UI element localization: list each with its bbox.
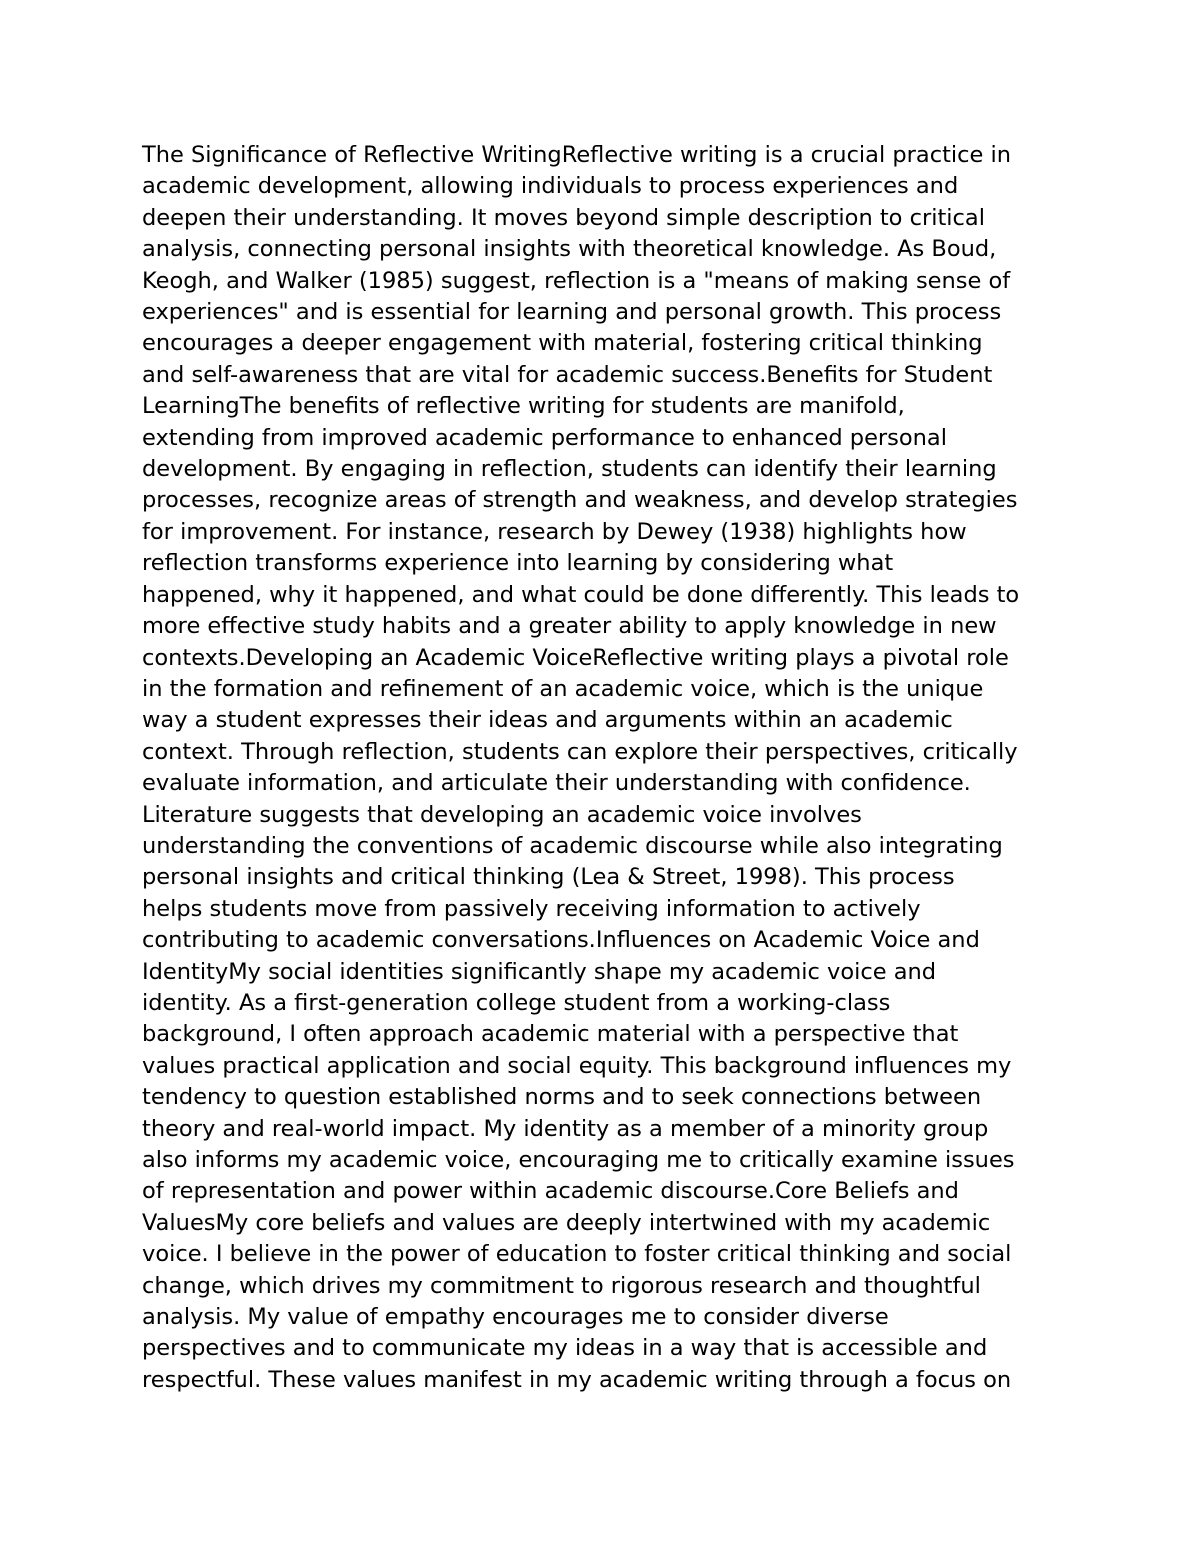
document-text-line: experiences" and is essential for learning and personal growth. This process <box>142 299 1002 326</box>
document-text-line: identity. As a first-generation college student from a working-class <box>142 989 891 1016</box>
document-text-line: happened, why it happened, and what could be done differently. This leads to <box>142 581 1020 608</box>
document-text-line: contributing to academic conversations.Influences on Academic Voice and <box>142 927 980 954</box>
document-text-line: extending from improved academic performance to enhanced personal <box>142 424 947 451</box>
document-text-line: way a student expresses their ideas and arguments within an academic <box>142 707 953 734</box>
document-text-line: reflection transforms experience into learning by considering what <box>142 550 894 577</box>
document-text-line: IdentityMy social identities significantly shape my academic voice and <box>142 958 937 985</box>
document-text-line: understanding the conventions of academic discourse while also integrating <box>142 832 1003 859</box>
document-text-line: tendency to question established norms and to seek connections between <box>142 1084 982 1111</box>
document-text-line: perspectives and to communicate my ideas in a way that is accessible and <box>142 1335 988 1362</box>
document-text-line: for improvement. For instance, research by Dewey (1938) highlights how <box>142 518 967 545</box>
document-text-line: of representation and power within academic discourse.Core Beliefs and <box>142 1178 959 1205</box>
document-text-line: background, I often approach academic material with a perspective that <box>142 1021 959 1048</box>
document-text-line: Keogh, and Walker (1985) suggest, reflection is a "means of making sense of <box>142 267 1011 294</box>
document-text-line: evaluate information, and articulate their understanding with confidence. <box>142 770 971 797</box>
document-text-line: academic development, allowing individuals to process experiences and <box>142 173 959 200</box>
document-body-text <box>142 140 1082 1396</box>
document-text-line: analysis. My value of empathy encourages me to consider diverse <box>142 1304 889 1331</box>
document-text-line: The Significance of Reflective WritingReflective writing is a crucial practice in <box>142 142 1012 168</box>
document-text-line: personal insights and critical thinking (Lea & Street, 1998). This process <box>142 864 955 891</box>
document-text-line: theory and real-world impact. My identity as a member of a minority group <box>142 1115 989 1142</box>
document-text-line: processes, recognize areas of strength and weakness, and develop strategies <box>142 487 1018 514</box>
document-text-line: LearningThe benefits of reflective writing for students are manifold, <box>142 393 905 420</box>
document-text-line: also informs my academic voice, encouraging me to critically examine issues <box>142 1147 1015 1173</box>
document-text-line: in the formation and refinement of an academic voice, which is the unique <box>142 675 984 702</box>
document-text-line: more effective study habits and a greater ability to apply knowledge in new <box>142 613 997 640</box>
document-text-line: helps students move from passively receiving information to actively <box>142 895 921 922</box>
document-text-line: and self-awareness that are vital for academic success.Benefits for Student <box>142 361 993 388</box>
document-text-line: Literature suggests that developing an academic voice involves <box>142 801 862 828</box>
document-text-line: voice. I believe in the power of education to foster critical thinking and social <box>142 1241 1012 1268</box>
document-text-line: change, which drives my commitment to rigorous research and thoughtful <box>142 1272 981 1299</box>
document-text-line: analysis, connecting personal insights with theoretical knowledge. As Boud, <box>142 236 997 263</box>
document-text-line: ValuesMy core beliefs and values are deeply intertwined with my academic <box>142 1209 991 1236</box>
document-text-line: development. By engaging in reflection, students can identify their learning <box>142 456 997 483</box>
document-text-line: respectful. These values manifest in my academic writing through a focus on <box>142 1366 1012 1393</box>
document-text-line: values practical application and social equity. This background influences my <box>142 1052 1012 1079</box>
document-text-line: deepen their understanding. It moves beyond simple description to critical <box>142 204 985 231</box>
document-text-line: contexts.Developing an Academic VoiceReflective writing plays a pivotal role <box>142 644 1009 671</box>
document-text-line: encourages a deeper engagement with material, fostering critical thinking <box>142 330 983 357</box>
document-text-line: context. Through reflection, students can explore their perspectives, critically <box>142 738 1018 765</box>
